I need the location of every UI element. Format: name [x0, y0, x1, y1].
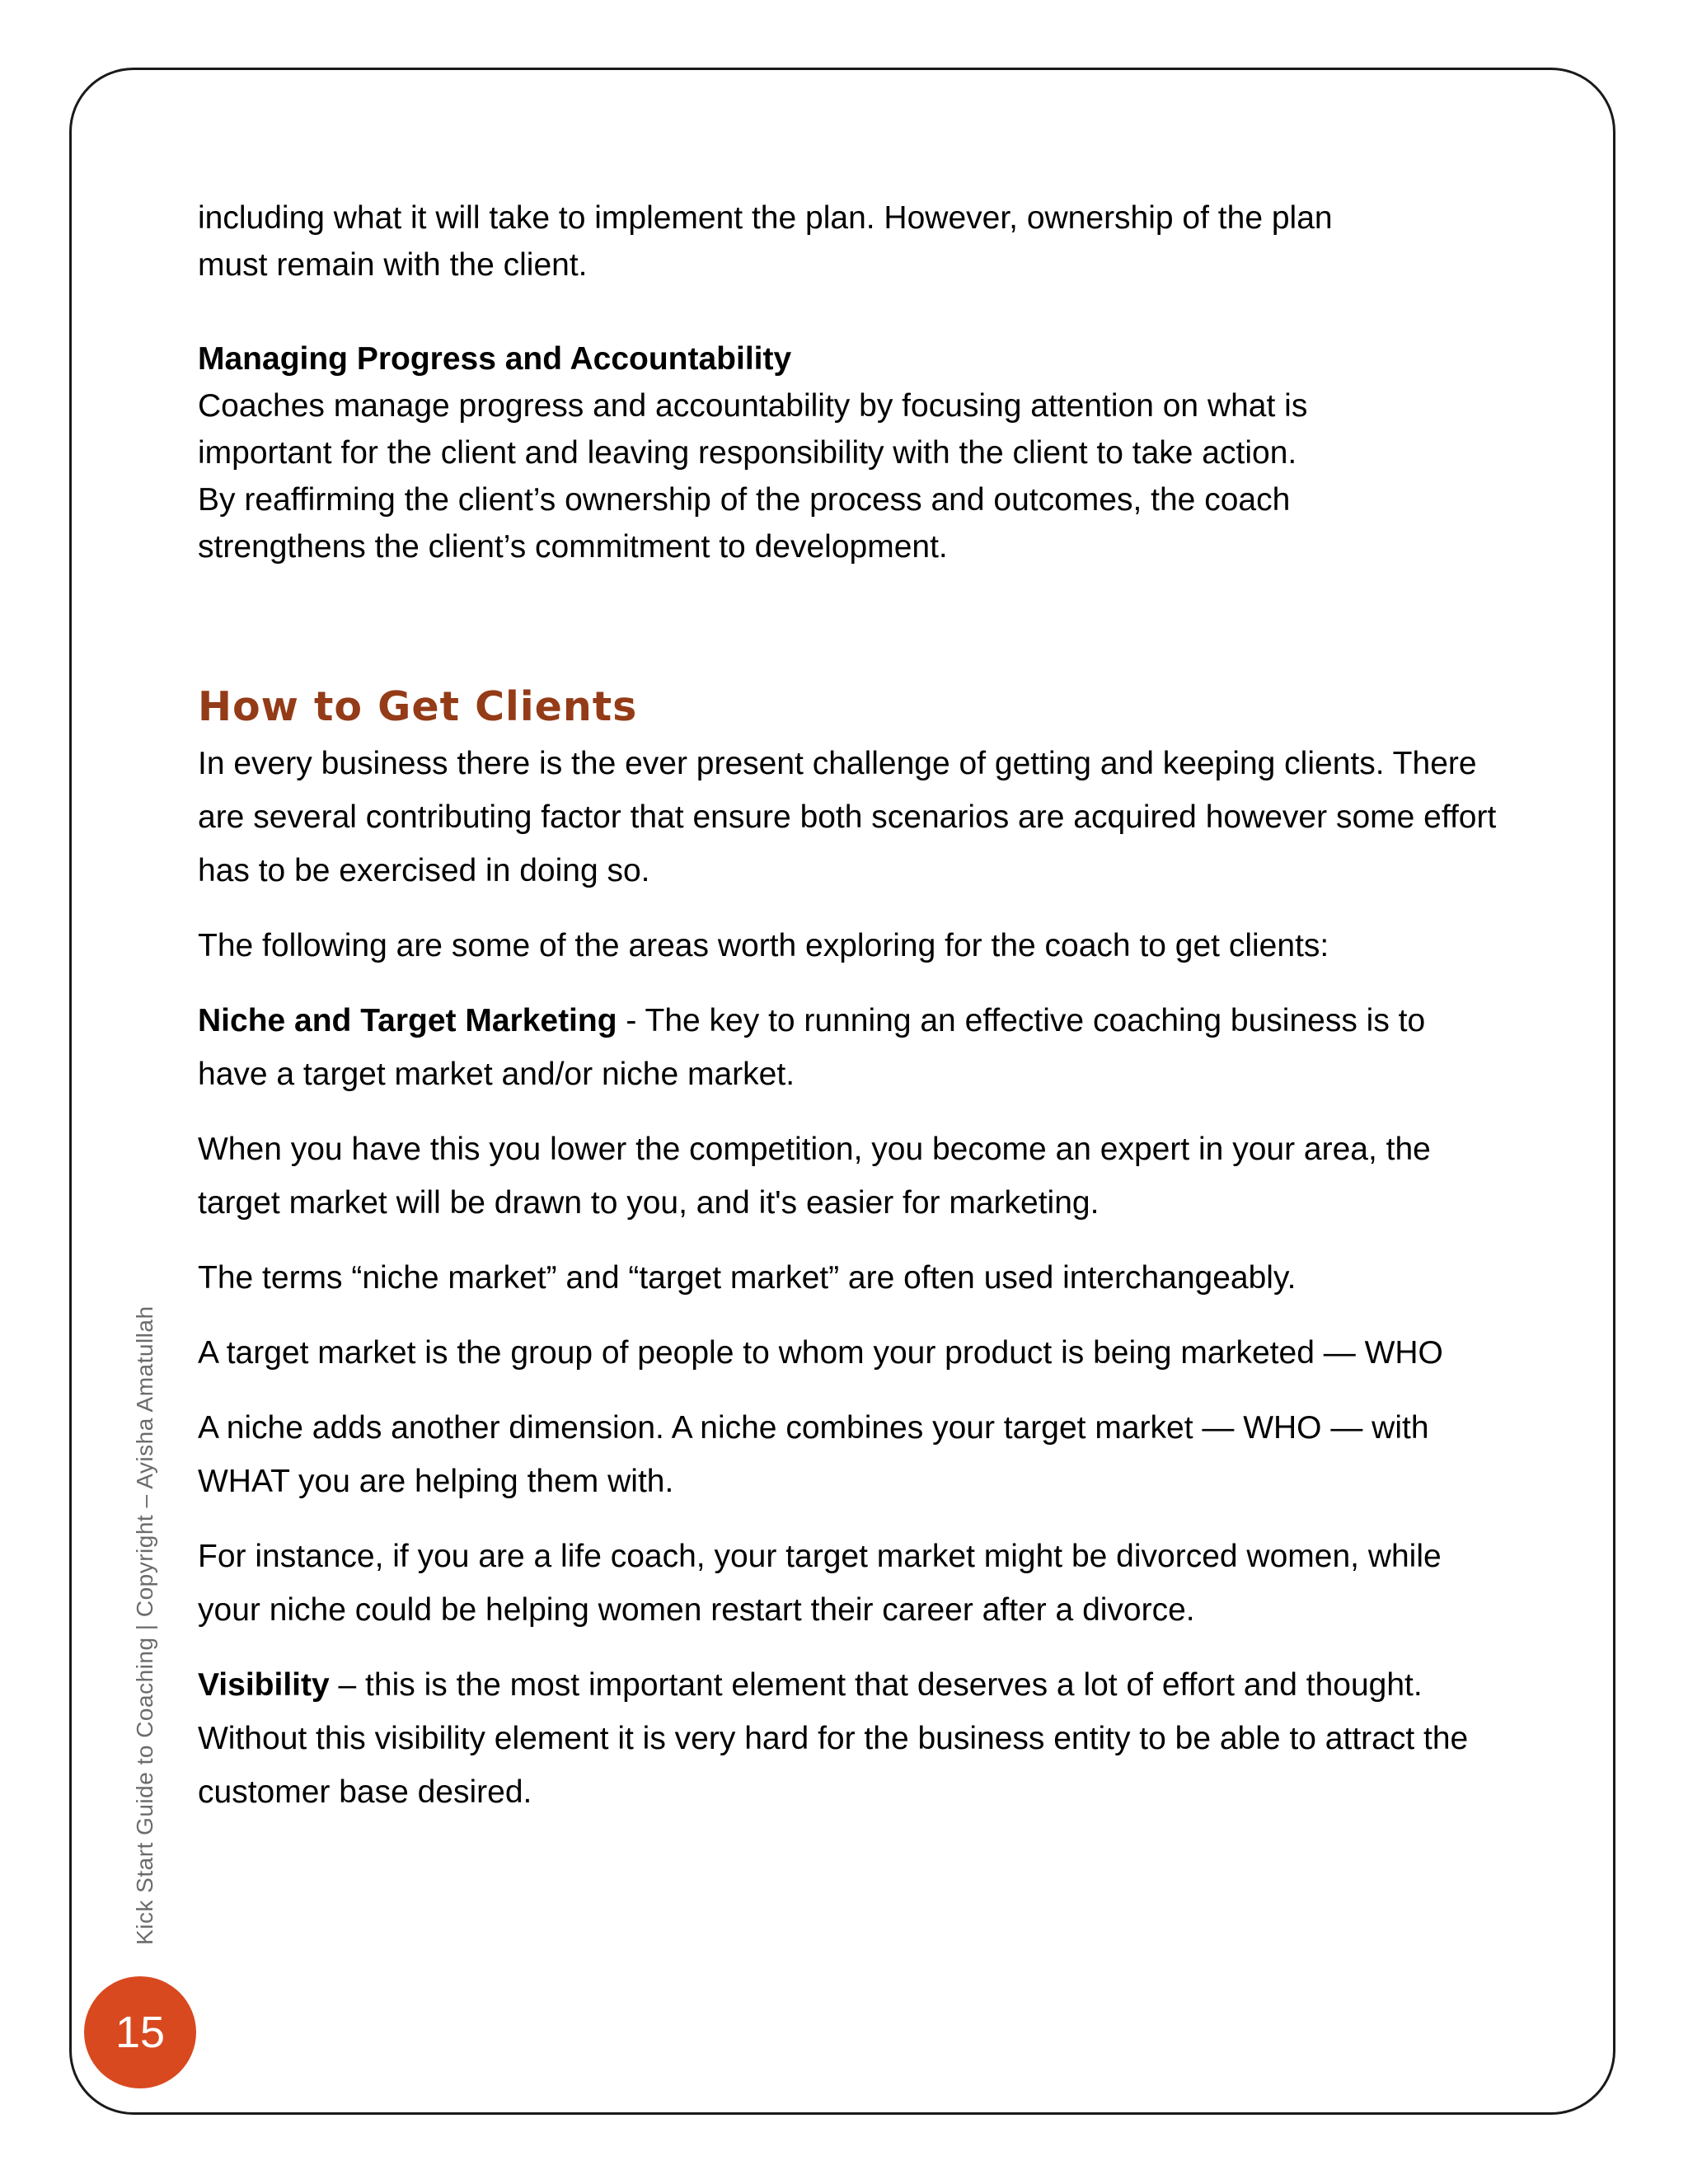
intro-line: including what it will take to implement the plan. However, ownership of the plan: [198, 200, 1333, 236]
niche-text: - The key to running an effective coaching business is to have a target market and/or niche market.: [198, 1003, 1426, 1092]
visibility-text: – this is the most important element that deserves a lot of effort and thought. Without this visibility element it is very hard for the business entity to be able to attract the customer base desired.: [198, 1667, 1469, 1810]
niche-label: Niche and Target Marketing: [198, 1003, 617, 1038]
paragraph: In every business there is the ever present challenge of getting and keeping clients. There are several contributing factor that ensure both scenarios are acquired however some effort has to be exercised in doing so.: [198, 746, 1497, 888]
page-number: 15: [115, 2008, 166, 2057]
paragraph: When you have this you lower the competition, you become an expert in your area, the target market will be drawn to you, and it's easier for marketing.: [198, 1132, 1431, 1221]
clients-section: [198, 737, 1500, 1819]
progress-section: [198, 335, 1500, 570]
paragraph: The terms “niche market” and “target market” are often used interchangeably.: [198, 1260, 1296, 1296]
page-number-badge: [84, 1976, 196, 2088]
progress-heading: Managing Progress and Accountability: [198, 341, 792, 377]
page-content: [198, 194, 1500, 1840]
progress-line: strengthens the client’s commitment to development.: [198, 529, 948, 565]
side-copyright-text: Kick Start Guide to Coaching | Copyright – Ayisha Amatullah: [132, 1305, 157, 1945]
niche-paragraph: [198, 994, 1500, 1101]
paragraph: A niche adds another dimension. A niche combines your target market — WHO — with WHAT you are helping them with.: [198, 1410, 1429, 1499]
progress-line: important for the client and leaving responsibility with the client to take action.: [198, 435, 1297, 471]
paragraph: For instance, if you are a life coach, your target market might be divorced women, while your niche could be helping women restart their career after a divorce.: [198, 1539, 1442, 1628]
progress-line: By reaffirming the client’s ownership of the process and outcomes, the coach: [198, 482, 1291, 518]
paragraph: The following are some of the areas worth exploring for the coach to get clients:: [198, 928, 1329, 963]
visibility-paragraph: [198, 1658, 1500, 1819]
visibility-label: Visibility: [198, 1667, 330, 1703]
paragraph: A target market is the group of people to whom your product is being marketed — WHO: [198, 1335, 1443, 1371]
intro-line: must remain with the client.: [198, 247, 588, 283]
progress-line: Coaches manage progress and accountability by focusing attention on what is: [198, 388, 1308, 424]
section-heading: How to Get Clients: [198, 683, 638, 730]
intro-paragraph: [198, 194, 1500, 288]
